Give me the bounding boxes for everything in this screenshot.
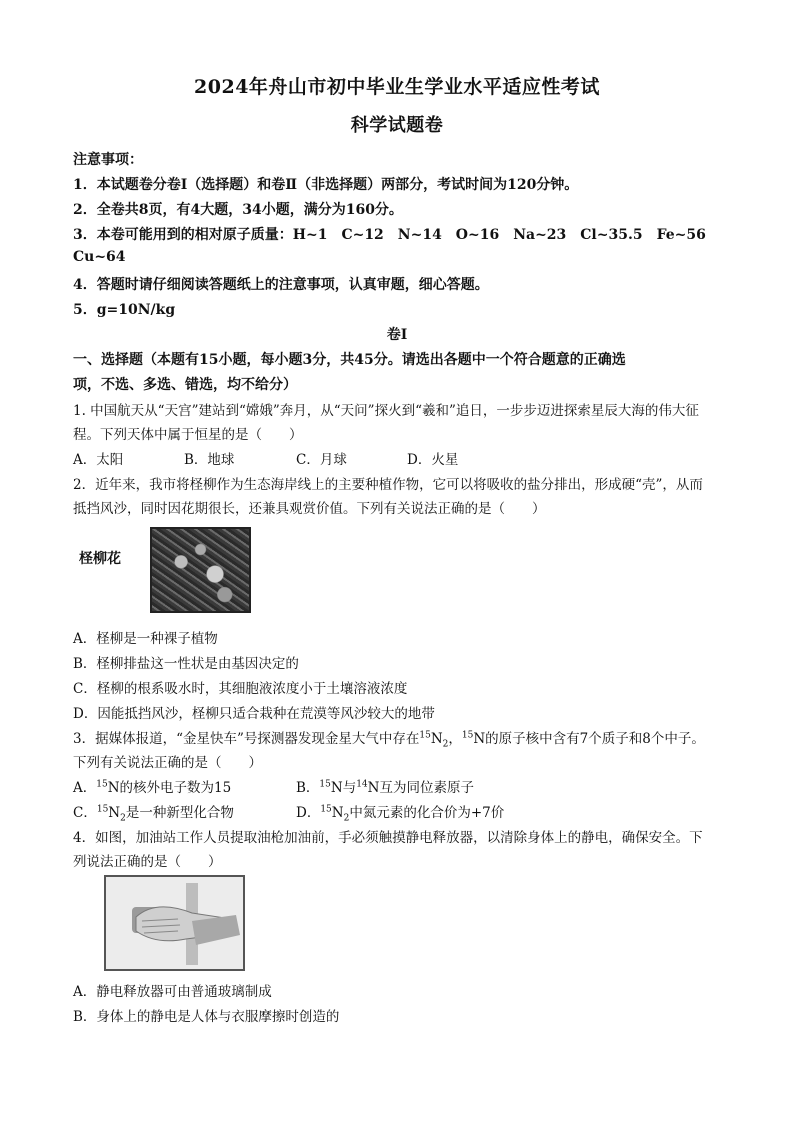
notes-item-1: 1．本试题卷分卷Ⅰ（选择题）和卷Ⅱ（非选择题）两部分，考试时间为120分钟。 <box>73 177 579 193</box>
section-heading-line1: 一、选择题（本题有15小题，每小题3分，共45分。请选出各题中一个符合题意的正确选 <box>73 352 626 368</box>
q2-stem-line2: 抵挡风沙，同时因花期很长，还兼具观赏价值。下列有关说法正确的是（ ） <box>73 501 546 517</box>
q4-option-a: A．静电释放器可由普通玻璃制成 <box>73 984 272 1000</box>
notes-item-3: 3．本卷可能用到的相对原子质量：H~1 C~12 N~14 O~16 Na~23 Cl~35.5 Fe~56 <box>73 227 706 243</box>
q2-option-a: A．柽柳是一种裸子植物 <box>73 631 218 647</box>
q3-stem-line2: 下列有关说法正确的是（ ） <box>73 755 262 771</box>
q2-option-b: B．柽柳排盐这一性状是由基因决定的 <box>73 656 299 672</box>
q1-option-a: A．太阳 <box>73 452 124 468</box>
q3-stem-line1: 3．据媒体报道，“金星快车”号探测器发现金星大气中存在$^{15}N_2$，$^{15}$N的原子核中含有7个质子和8个中子。 <box>73 730 705 750</box>
q2-stem-line1: 2．近年来，我市将柽柳作为生态海岸线上的主要种植作物，它可以将吸收的盐分排出，形成硬“壳”，从而 <box>73 477 703 493</box>
q3-option-c: C．$^{15}N_2$是一种新型化合物 <box>73 804 234 824</box>
page-subtitle: 科学试题卷 <box>350 115 444 136</box>
section-label: 卷Ⅰ <box>386 327 408 343</box>
static-discharger-photo <box>104 875 245 971</box>
q4-option-b: B．身体上的静电是人体与衣服摩擦时创造的 <box>73 1009 340 1025</box>
q2-option-d: D．因能抵挡风沙，柽柳只适合栽种在荒漠等风沙较大的地带 <box>73 706 435 722</box>
q3-option-a: A．$^{15}$N的核外电子数为15 <box>73 779 232 796</box>
q1-option-d: D．火星 <box>407 452 459 468</box>
q1-option-b: B．地球 <box>184 452 235 468</box>
q4-stem-line2: 列说法正确的是（ ） <box>73 854 222 870</box>
q3-option-b: B．$^{15}$N与$^{14}$N互为同位素原子 <box>296 779 474 796</box>
page-title: 2024年舟山市初中毕业生学业水平适应性考试 <box>194 76 600 98</box>
q1-stem-line1: 1. 中国航天从“天宫”建站到“嫦娥”奔月，从“天问”探火到“羲和”追日，一步步迈进探索星辰大海的伟大征 <box>73 403 699 419</box>
q4-stem-line1: 4．如图，加油站工作人员提取油枪加油前，手必须触摸静电释放器，以清除身体上的静电，确保安全。下 <box>73 830 703 846</box>
q2-image-label: 柽柳花 <box>79 551 121 567</box>
q1-stem-line2: 程。下列天体中属于恒星的是（ ） <box>73 427 303 443</box>
tamarisk-flower-photo <box>150 527 251 613</box>
notes-item-5: 5．g=10N/kg <box>73 302 176 318</box>
q2-option-c: C．柽柳的根系吸水时，其细胞液浓度小于土壤溶液浓度 <box>73 681 408 697</box>
q3-option-d: D．$^{15}N_2$中氮元素的化合价为+7价 <box>296 804 505 824</box>
q1-option-c: C．月球 <box>296 452 347 468</box>
notes-item-3-cont: Cu~64 <box>73 249 126 265</box>
notes-heading: 注意事项： <box>73 152 143 168</box>
notes-item-2: 2．全卷共8页，有4大题，34小题，满分为160分。 <box>73 202 403 218</box>
notes-item-4: 4．答题时请仔细阅读答题纸上的注意事项，认真审题，细心答题。 <box>73 277 489 293</box>
section-heading-line2: 项，不选、多选、错选，均不给分） <box>73 377 297 393</box>
